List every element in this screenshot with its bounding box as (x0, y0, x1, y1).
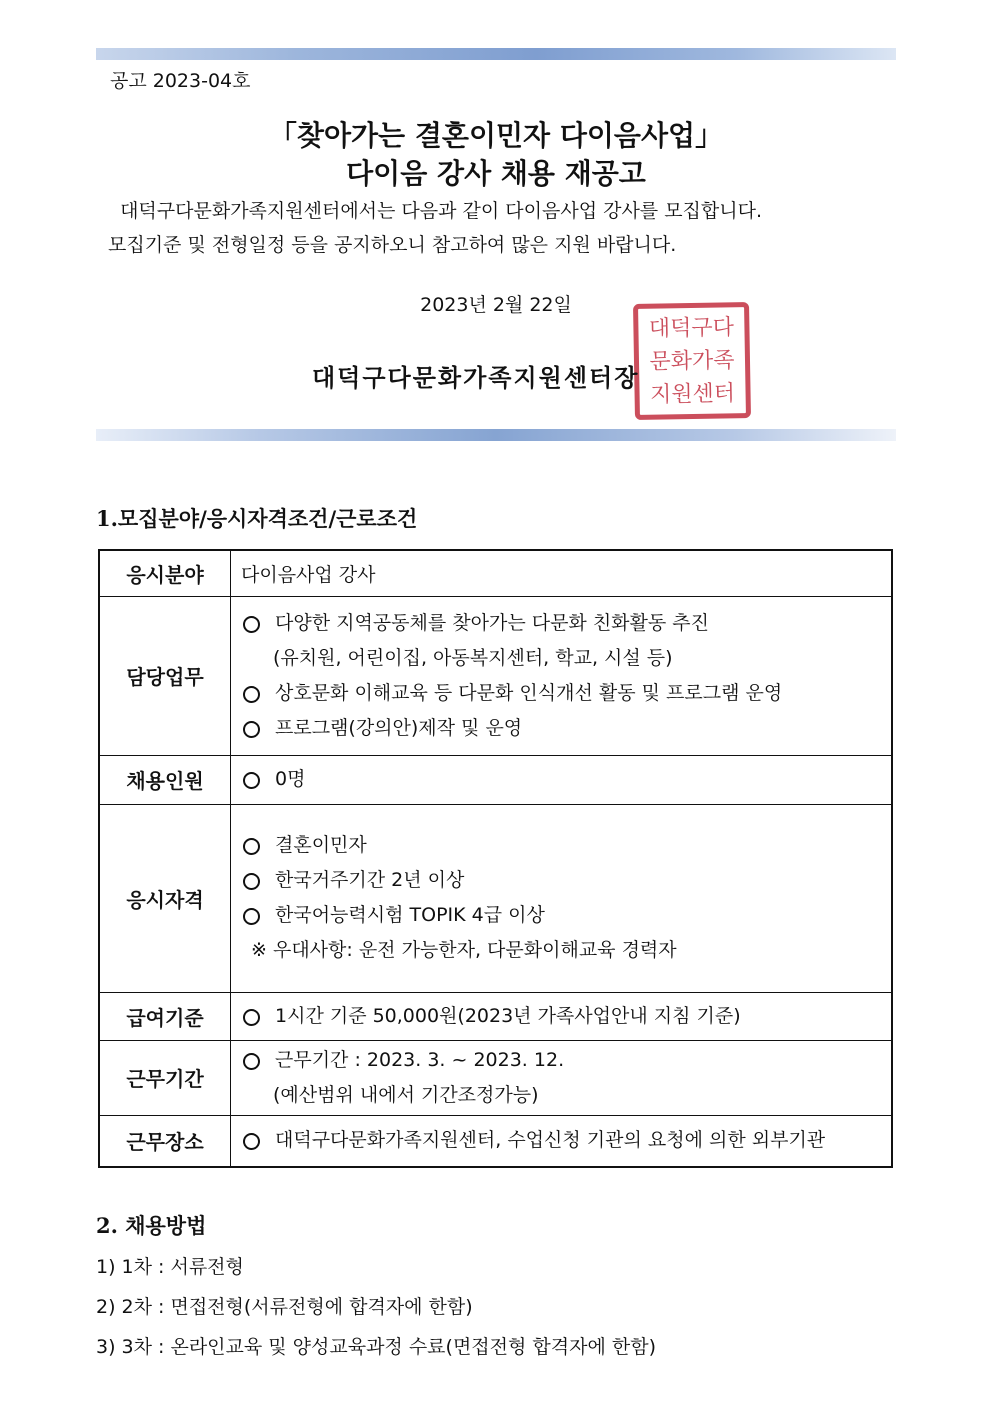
place-value: 대덕구다문화가족지원센터, 수업신청 기관의 요청에 의한 외부기관 (275, 1129, 826, 1152)
list-item (241, 606, 881, 641)
duty-label: 담당업무 (99, 596, 231, 755)
period-label: 근무기간 (99, 1040, 231, 1115)
hiring-step-3: 3) 3차 : 온라인교육 및 양성교육과정 수료(면접전형 합격자에 한함) (96, 1336, 656, 1358)
period-content (231, 1040, 893, 1115)
table-row-headcount (99, 755, 892, 804)
qualification-item-1: 결혼이민자 (275, 834, 367, 856)
section-2-heading: 2. 채용방법 (96, 1213, 207, 1238)
place-label: 근무장소 (99, 1115, 231, 1167)
pay-content (231, 992, 893, 1040)
place-content (231, 1115, 893, 1167)
period-value: 근무기간 : 2023. 3. ~ 2023. 12. (275, 1048, 565, 1071)
qualification-label: 응시자격 (99, 804, 231, 992)
circle-bullet-icon (243, 873, 260, 890)
pay-value: 1시간 기준 50,000원(2023년 가족사업안내 지침 기준) (275, 1004, 741, 1027)
pay-label: 급여기준 (99, 992, 231, 1040)
headcount-value: 0명 (275, 768, 306, 790)
table-row-place (99, 1115, 892, 1167)
bottom-decorative-bar (96, 429, 896, 441)
field-label: 응시분야 (99, 550, 231, 596)
top-decorative-bar (96, 48, 896, 60)
circle-bullet-icon (243, 1053, 260, 1070)
period-sub: (예산범위 내에서 기간조정가능) (273, 1083, 539, 1106)
seal-text-line-3: 지원센터 (649, 380, 736, 408)
circle-bullet-icon (243, 1009, 260, 1026)
recruitment-table (98, 549, 893, 1168)
circle-bullet-icon (243, 772, 260, 789)
hiring-step-1: 1) 1차 : 서류전형 (96, 1256, 244, 1278)
circle-bullet-icon (243, 1133, 260, 1150)
list-item (241, 1123, 881, 1158)
intro-line-2: 모집기준 및 전형일정 등을 공지하오니 참고하여 많은 지원 바랍니다. (108, 234, 677, 256)
qualification-item-2: 한국거주기간 2년 이상 (275, 869, 465, 891)
circle-bullet-icon (243, 721, 260, 738)
list-item (241, 711, 881, 746)
section-1-heading: 1.모집분야/응시자격조건/근로조건 (96, 506, 418, 531)
duty-item-3: 프로그램(강의안)제작 및 운영 (275, 716, 523, 739)
table-row-duty (99, 596, 892, 755)
official-seal-stamp (633, 302, 751, 420)
list-item (241, 676, 881, 711)
table-row-qualification (99, 804, 892, 992)
headcount-content (231, 755, 893, 804)
headcount-label: 채용인원 (99, 755, 231, 804)
circle-bullet-icon (243, 616, 260, 633)
list-item (241, 863, 881, 898)
notice-number: 공고 2023-04호 (110, 70, 251, 92)
table-row-field (99, 550, 892, 596)
circle-bullet-icon (243, 908, 260, 925)
notice-date: 2023년 2월 22일 (420, 294, 572, 316)
table-row-period (99, 1040, 892, 1115)
list-item (241, 762, 881, 797)
title-line-2: 다이음 강사 채용 재공고 (346, 157, 646, 190)
duty-content (231, 596, 893, 755)
field-value: 다이음사업 강사 (231, 550, 893, 596)
duty-item-1: 다양한 지역공동체를 찾아가는 다문화 친화활동 추진 (275, 611, 709, 634)
list-item (241, 999, 881, 1034)
table-row-pay (99, 992, 892, 1040)
qualification-item-3: 한국어능력시험 TOPIK 4급 이상 (275, 904, 545, 926)
preference-note: ※ 우대사항: 운전 가능한자, 다문화이해교육 경력자 (251, 939, 677, 961)
circle-bullet-icon (243, 686, 260, 703)
list-item (241, 898, 881, 933)
seal-text-line-1: 대덕구다 (648, 314, 735, 342)
list-item (241, 1043, 881, 1078)
organization-head: 대덕구다문화가족지원센터장 (312, 363, 640, 392)
seal-text-line-2: 문화가족 (649, 347, 735, 375)
circle-bullet-icon (243, 838, 260, 855)
title-line-1: 「찾아가는 결혼이민자 다이음사업」 (268, 119, 724, 152)
duty-item-2: 상호문화 이해교육 등 다문화 인식개선 활동 및 프로그램 운영 (275, 681, 783, 704)
hiring-step-2: 2) 2차 : 면접전형(서류전형에 합격자에 한함) (96, 1296, 473, 1318)
intro-line-1: 대덕구다문화가족지원센터에서는 다음과 같이 다이음사업 강사를 모집합니다. (108, 200, 762, 222)
list-item (241, 828, 881, 863)
qualification-content (231, 804, 893, 992)
duty-item-1-sub: (유치원, 어린이집, 아동복지센터, 학교, 시설 등) (273, 646, 673, 669)
